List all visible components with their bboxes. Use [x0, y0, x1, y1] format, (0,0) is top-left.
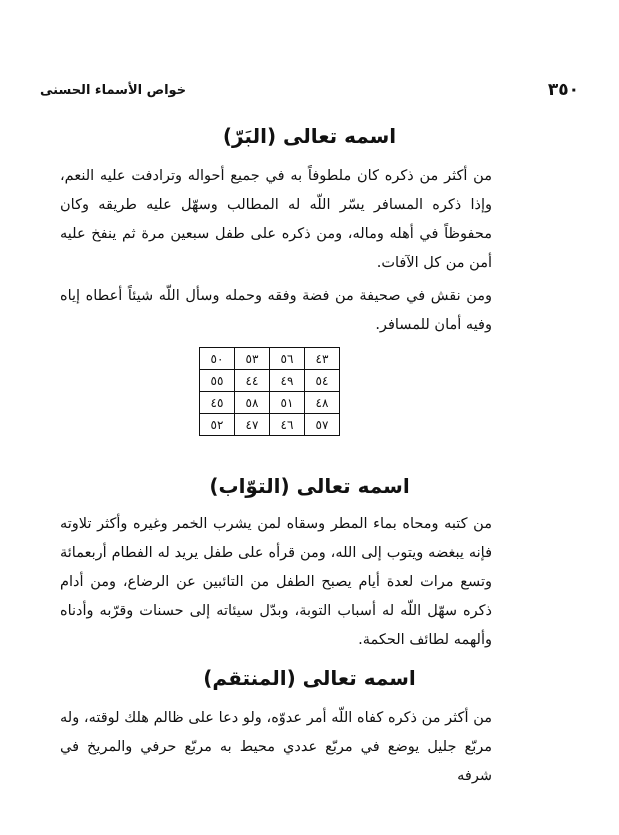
magic-square-cell: ٥٦	[270, 348, 305, 370]
magic-square-cell: ٥٨	[235, 392, 270, 414]
section-heading-al-muntaqim: اسمه تعالى (المنتقم)	[203, 666, 416, 690]
section-heading-al-barr: اسمه تعالى (البَرّ)	[222, 124, 397, 148]
paragraph-al-barr-virtues: من أكثر من ذكره كان ملطوفاً به في جميع أحواله وترادفت عليه النعم، وإذا ذكره المسافر يسّر اللّه له المطالب وسهّل عليه طريقه وكان محفوظاً في أهله وماله، ومن ذكره على طفل سبعين مرة ثم ينفخ عليه أمن من كل الآفات.	[60, 168, 492, 271]
paragraph-al-muntaqim: من أكثر من ذكره كفاه اللّه أمر عدوّه، ولو دعا على ظالم هلك لوقته، وله مربّع جليل يوضع في مربّع عددي محيط به مربّع حرفي والمريخ في شرفه	[60, 710, 492, 784]
running-header	[40, 78, 579, 102]
magic-square-cell: ٤٩	[270, 370, 305, 392]
magic-square-row	[200, 348, 340, 370]
magic-square-table	[199, 347, 340, 436]
paragraph-al-barr-inscription: ومن نقش في صحيفة من فضة وفقه وحمله وسأل اللّه شيئاً أعطاه إياه وفيه أمان للمسافر.	[60, 288, 492, 333]
magic-square-cell: ٥٤	[305, 370, 340, 392]
magic-square-cell: ٥١	[270, 392, 305, 414]
magic-square-cell: ٤٤	[235, 370, 270, 392]
magic-square-cell: ٥٧	[305, 414, 340, 436]
magic-square-cell: ٤٣	[305, 348, 340, 370]
magic-square-row	[200, 392, 340, 414]
magic-square-cell: ٤٧	[235, 414, 270, 436]
book-title: خواص الأسماء الحسنى	[40, 82, 187, 98]
page-number: ٣٥٠	[547, 80, 579, 100]
magic-square-row	[200, 370, 340, 392]
magic-square-cell: ٤٦	[270, 414, 305, 436]
paragraph-al-tawwab: من كتبه ومحاه بماء المطر وسقاه لمن يشرب الخمر وغيره وأكثر تلاوته فإنه يبغضه ويتوب إلى الله، ومن قرأه على طفل يريد له الفطام أربعمائة وتسع مرات لعدة أيام يصبح الطفل من التائبين عن الرضاع، ومن أدام ذكره سهّل اللّه له أسباب التوبة، وبدّل سيئاته إلى حسنات وقرّبه وأدناه وألهمه لطائف الحكمة.	[60, 516, 492, 648]
magic-square-row	[200, 414, 340, 436]
section-heading-al-tawwab: اسمه تعالى (التوّاب)	[209, 474, 410, 498]
magic-square-cell: ٥٢	[200, 414, 235, 436]
magic-square-cell: ٥٠	[200, 348, 235, 370]
magic-square-cell: ٤٥	[200, 392, 235, 414]
magic-square-cell: ٥٥	[200, 370, 235, 392]
magic-square-cell: ٤٨	[305, 392, 340, 414]
magic-square-cell: ٥٣	[235, 348, 270, 370]
